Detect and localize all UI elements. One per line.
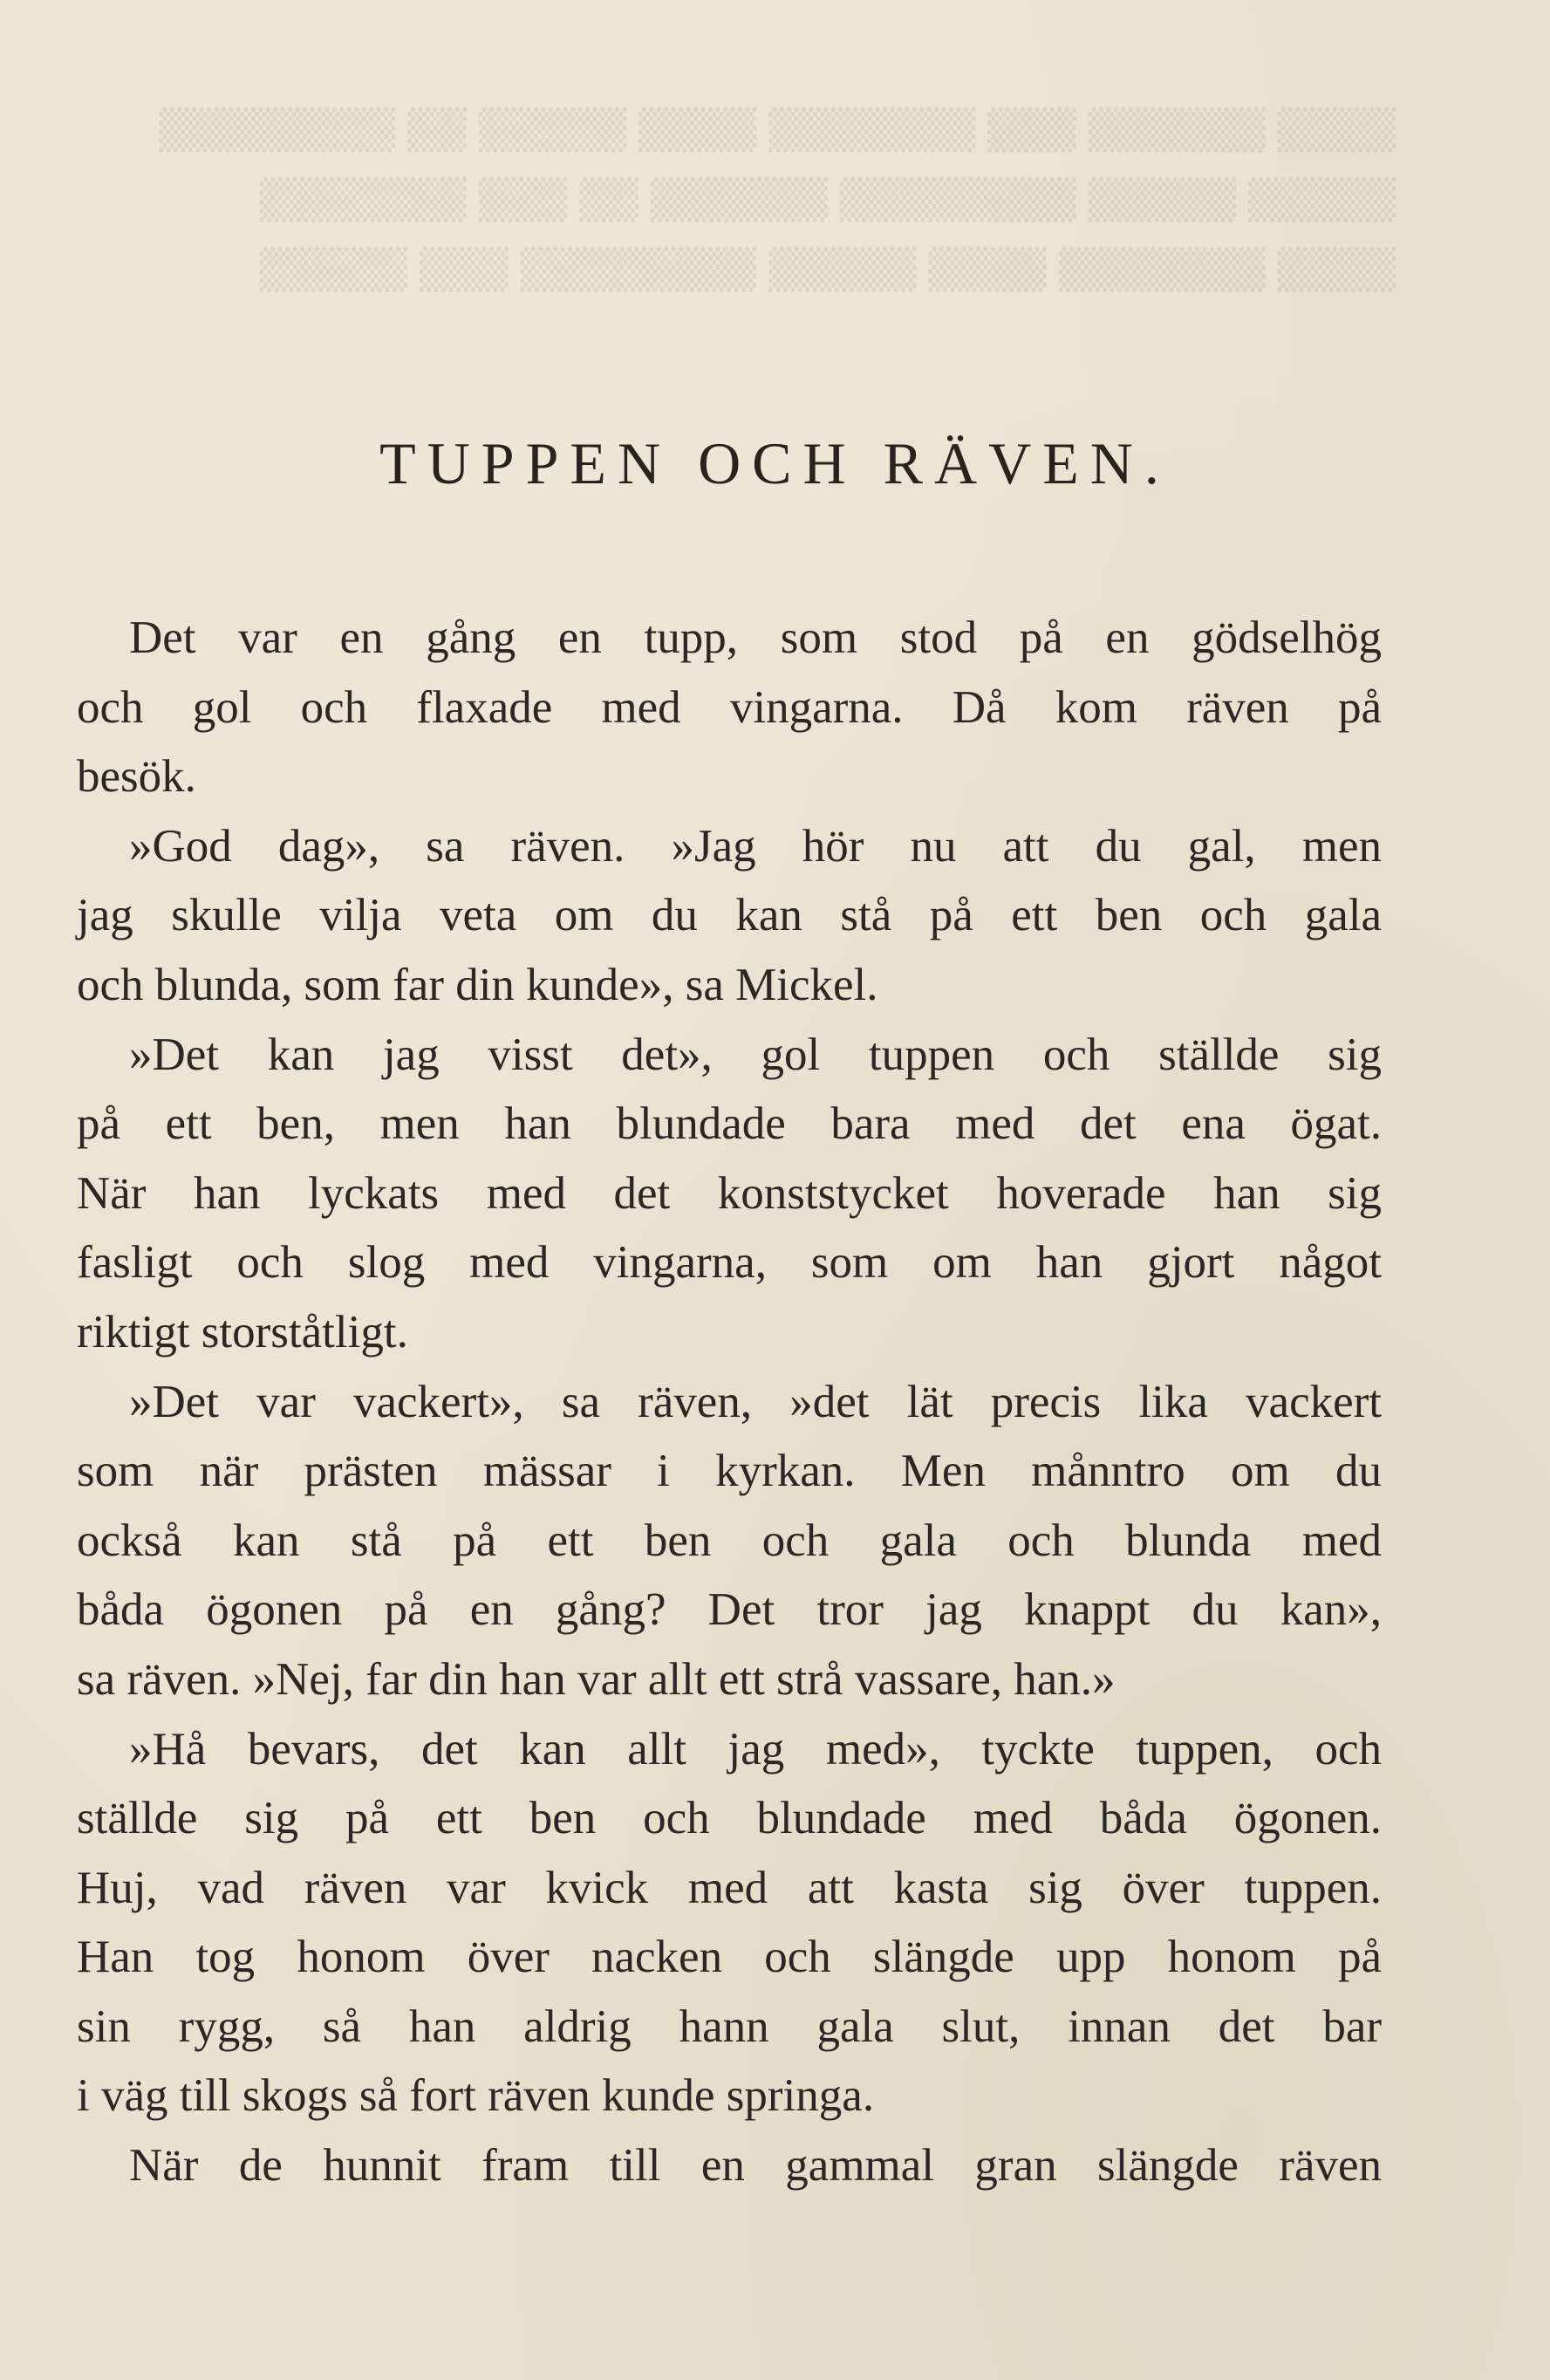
text-line: och blunda, som far din kunde», sa Mickel. bbox=[77, 959, 878, 1010]
text-line: fasligt och slog med vingarna, som om han gjort något bbox=[77, 1237, 1382, 1289]
chapter-title: TUPPEN OCH RÄVEN. bbox=[379, 430, 1171, 496]
text-line: jag skulle vilja veta om du kan stå på ett ben och gala bbox=[77, 890, 1382, 941]
text-line: »Det var vackert», sa räven, »det lät precis lika vackert bbox=[129, 1376, 1382, 1427]
text-line: Han tog honom över nacken och slängde upp honom på bbox=[77, 1932, 1382, 1983]
text-line: riktigt storståtligt. bbox=[77, 1306, 408, 1358]
text-line: »Hå bevars, det kan allt jag med», tyckte tuppen, och bbox=[129, 1723, 1382, 1775]
text-line: båda ögonen på en gång? Det tror jag knappt du kan», bbox=[77, 1584, 1382, 1636]
text-line: och gol och flaxade med vingarna. Då kom räven på bbox=[77, 681, 1382, 733]
text-line: ställde sig på ett ben och blundade med båda ögonen. bbox=[77, 1793, 1382, 1844]
text-line: När han lyckats med det konststycket hoverade han sig bbox=[77, 1167, 1382, 1219]
body-text bbox=[77, 604, 1382, 2201]
text-line: som när prästen mässar i kyrkan. Men månntro om du bbox=[77, 1446, 1382, 1497]
text-line: på ett ben, men han blundade bara med det ena ögat. bbox=[77, 1098, 1382, 1150]
text-line: sa räven. »Nej, far din han var allt ett strå vassare, han.» bbox=[77, 1653, 1116, 1705]
text-line: »Det kan jag visst det», gol tuppen och ställde sig bbox=[129, 1029, 1382, 1080]
text-line: i väg till skogs så fort räven kunde springa. bbox=[77, 2070, 875, 2122]
text-line: också kan stå på ett ben och gala och blunda med bbox=[77, 1515, 1382, 1566]
text-line: Huj, vad räven var kvick med att kasta sig över tuppen. bbox=[77, 1862, 1382, 1913]
text-line: sin rygg, så han aldrig hann gala slut, innan det bar bbox=[77, 2000, 1382, 2052]
text-line: »God dag», sa räven. »Jag hör nu att du gal, men bbox=[129, 820, 1382, 872]
show-through-texture: ▒▒▒▒ ▒▒▒▒▒▒ ▒▒▒ ▒▒▒▒▒▒▒ ▒▒▒▒ ▒▒▒▒▒ ▒▒ ▒▒▒▒▒▒▒▒ ▒▒▒▒▒ ▒▒▒▒▒ ▒▒▒▒▒▒▒▒ ▒▒▒▒▒▒ ▒▒ ▒▒▒ ▒▒▒▒▒▒▒ ▒▒▒▒ ▒▒▒▒▒▒▒ ▒▒▒▒ ▒▒▒▒▒ ▒▒▒▒▒▒▒▒ ▒▒▒ ▒▒▒▒▒ bbox=[159, 108, 1396, 292]
text-line: När de hunnit fram till en gammal gran slängde räven bbox=[129, 2140, 1382, 2192]
text-line: besök. bbox=[77, 751, 196, 803]
text-line: Det var en gång en tupp, som stod på en gödselhög bbox=[129, 612, 1382, 663]
